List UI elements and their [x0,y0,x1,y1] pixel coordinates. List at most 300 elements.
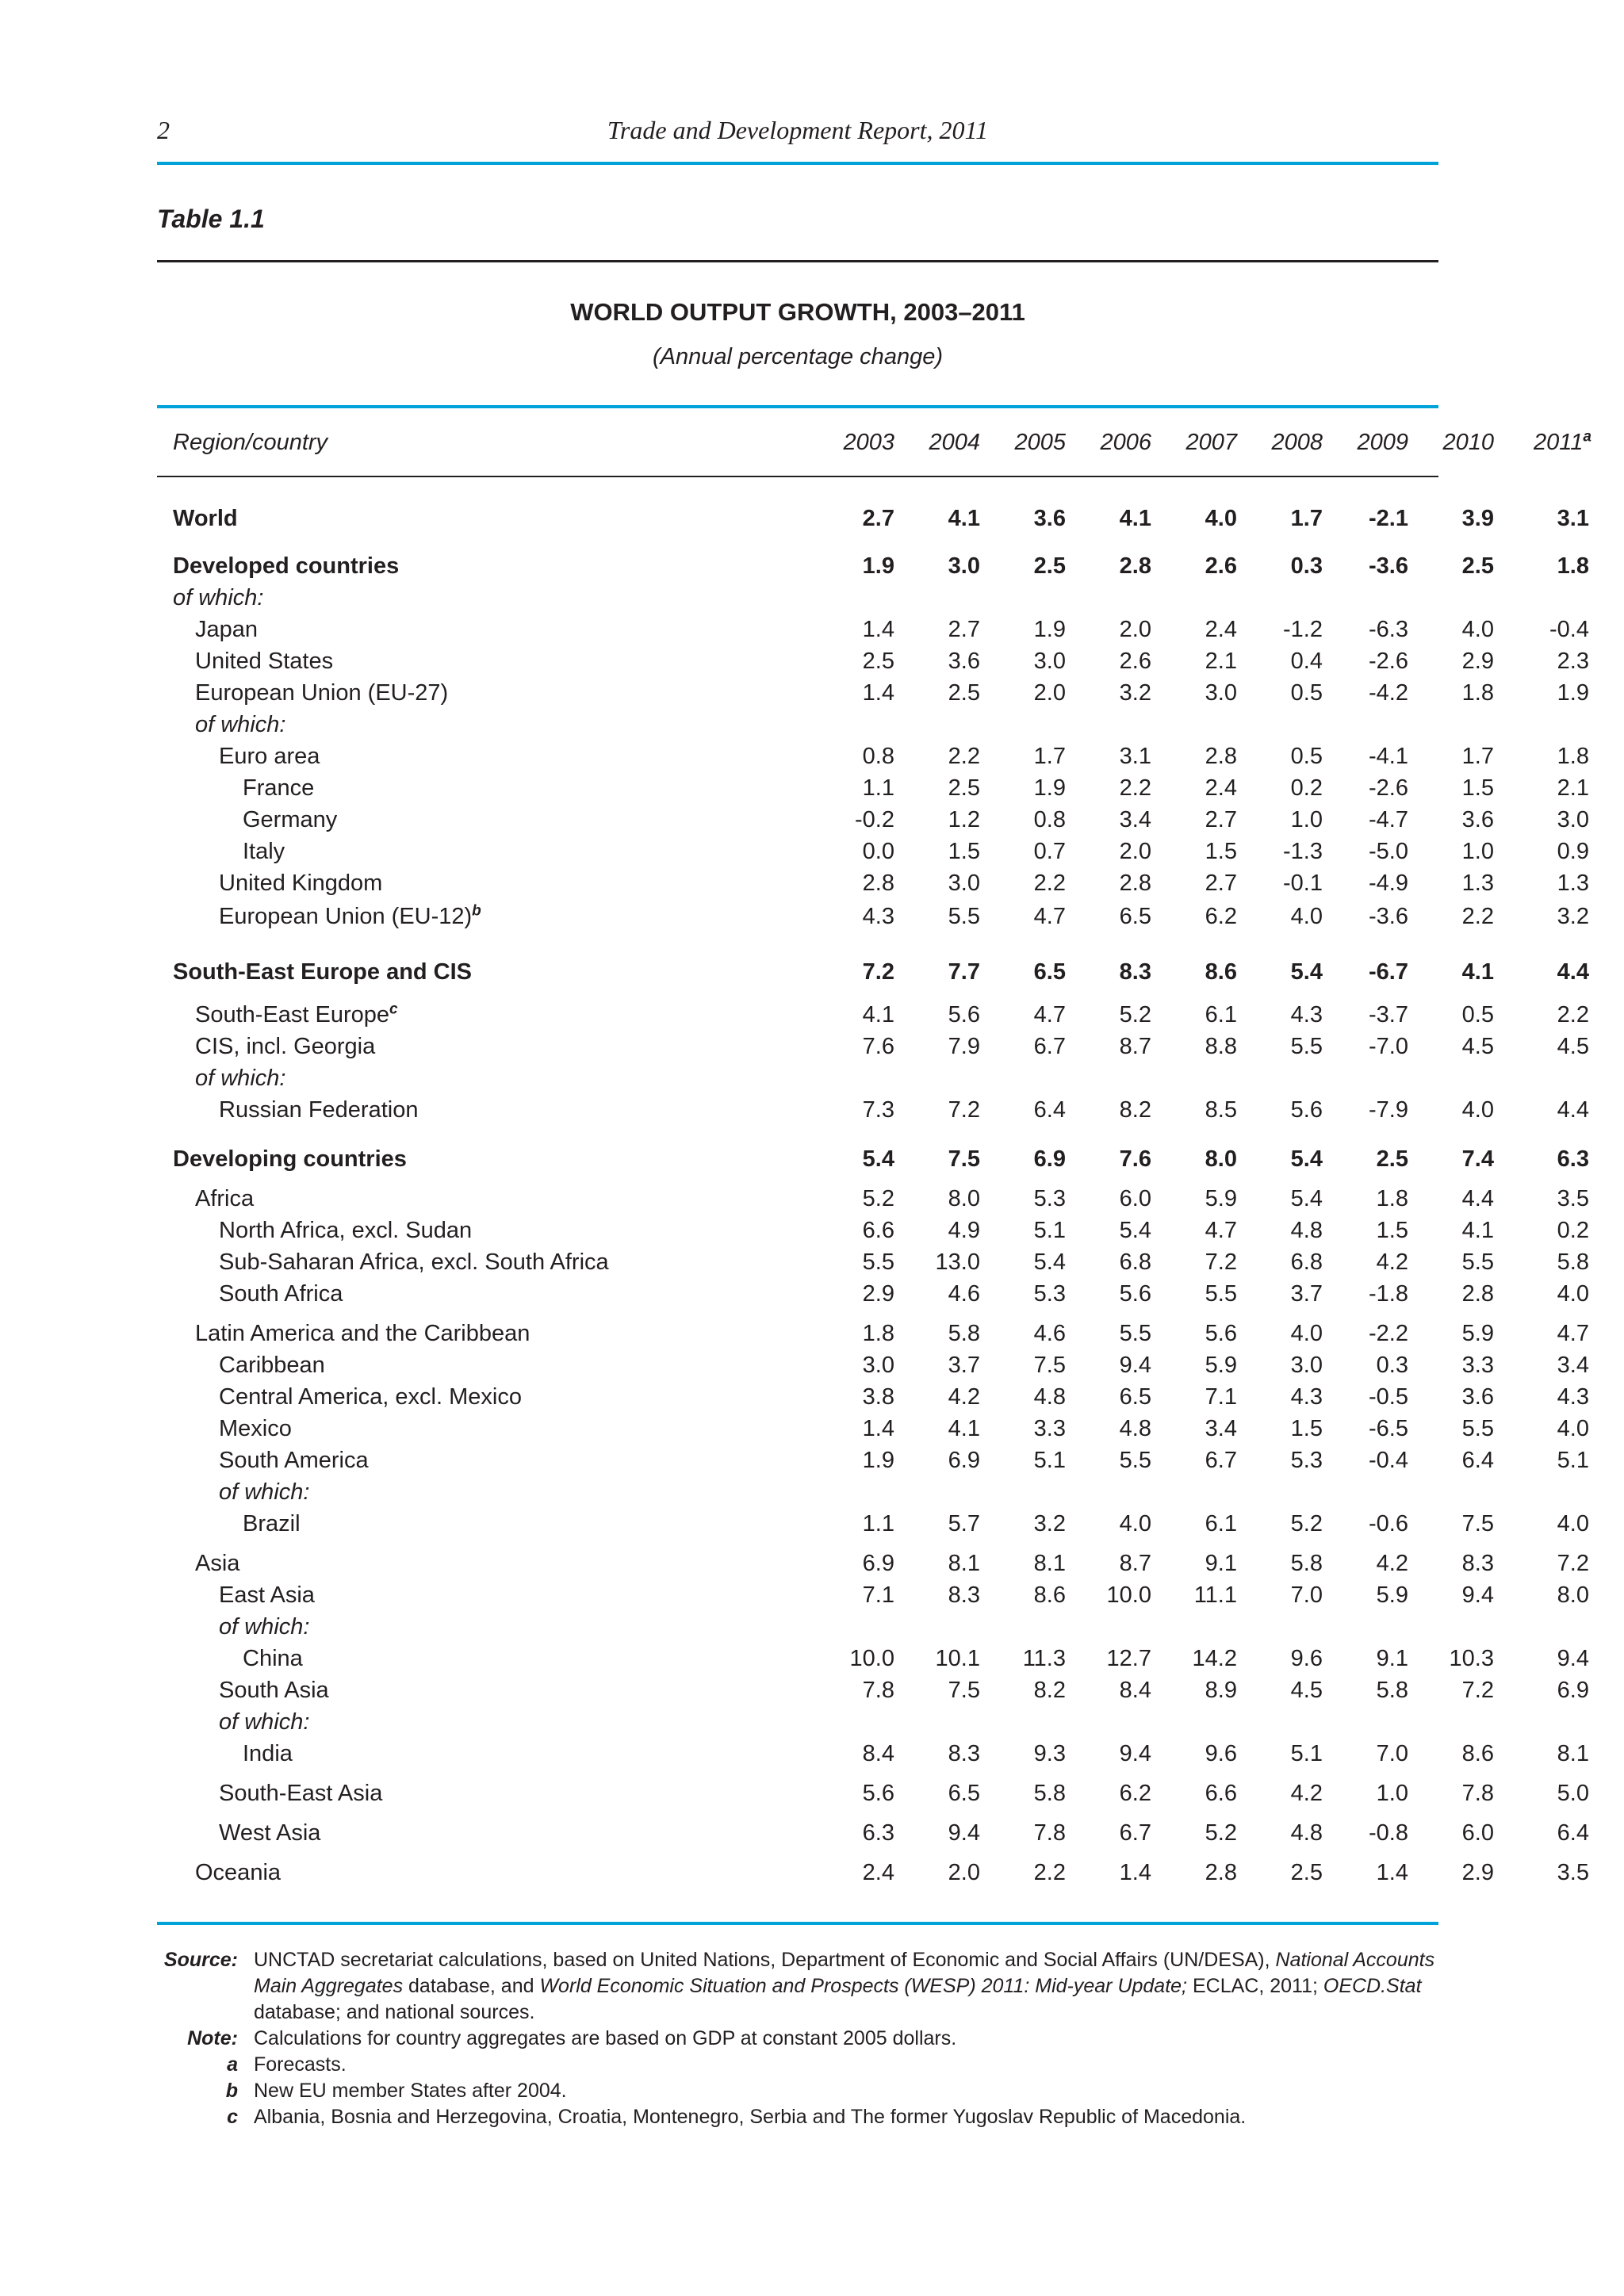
table-cell: 0.2 [1290,775,1323,801]
table-cell: 0.0 [862,839,894,864]
table-cell: 5.0 [1557,1781,1589,1806]
table-cell: 3.0 [1290,1353,1323,1378]
row-label: European Union $(EU-12)^b$ [219,902,481,929]
table-cell: 4.4 [1557,1097,1589,1123]
table-cell: 4.8 [1290,1218,1323,1243]
row-label: Developing countries [173,1146,407,1172]
table-cell: 9.4 [1119,1353,1151,1378]
row-label: of which: [219,1709,310,1735]
table-cell: 4.2 [1376,1249,1408,1275]
table-cell: 7.5 [948,1678,980,1703]
table-cell: 5.9 [1376,1582,1408,1608]
table-cell: -3.7 [1369,1002,1408,1027]
column-header-year: 2009 [1357,430,1408,455]
table-cell: 4.7 [1557,1321,1589,1346]
table-row [157,1551,1589,1582]
table-cell: 4.1 [862,1002,894,1027]
table-cell: 4.1 [1461,1218,1494,1243]
table-cell: 5.8 [1376,1678,1408,1703]
table-cell: 8.3 [948,1582,980,1608]
table-cell: 9.1 [1205,1551,1237,1576]
table-cell: 5.1 [1557,1448,1589,1473]
table-cell: 6.9 [948,1448,980,1473]
table-cell: -2.1 [1369,506,1408,531]
footnote-marker: b [472,902,481,920]
table-cell: -0.6 [1369,1511,1408,1536]
column-header-year: 2006 [1100,430,1151,455]
table-cell: 7.2 [1557,1551,1589,1576]
table-cell: 0.3 [1290,553,1323,579]
table-cell: 0.5 [1290,744,1323,769]
table-row [157,1448,1589,1479]
table-row [157,807,1589,839]
table-cell: -3.6 [1369,904,1408,929]
table-cell: 4.1 [948,506,980,531]
table-row [157,1353,1589,1384]
table-cell: 7.2 [948,1097,980,1123]
table-cell: 4.3 [1290,1384,1323,1410]
table-row [157,506,1589,538]
row-label: Oceania [195,1860,282,1885]
table-cell: 4.8 [1119,1416,1151,1441]
table-cell: 5.4 [1290,1146,1323,1172]
table-cell: -6.7 [1369,959,1408,985]
row-label: Russian Federation [219,1097,419,1123]
table-cell: 2.6 [1205,553,1237,579]
table-cell: 1.2 [948,807,980,832]
table-notes [157,1947,1438,2130]
table-cell: 3.4 [1205,1416,1237,1441]
table-cell: 4.0 [1290,1321,1323,1346]
row-label: West Asia [219,1820,321,1846]
row-label: of which: [173,585,264,610]
table-cell: 5.1 [1033,1448,1066,1473]
table-cell: 4.8 [1033,1384,1066,1410]
table-cell: 2.2 [1033,871,1066,896]
table-cell: 6.3 [1557,1146,1589,1172]
table-cell: 0.3 [1376,1353,1408,1378]
note-key: Note: [187,2027,238,2049]
table-cell: 8.9 [1205,1678,1237,1703]
table-cell: -4.7 [1369,807,1408,832]
table-cell: 6.6 [862,1218,894,1243]
table-cell: 5.5 [1290,1034,1323,1059]
table-row [157,1218,1589,1249]
table-cell: 2.2 [948,744,980,769]
column-header-year: 2011$^a$ [1534,428,1591,455]
table-cell: 5.3 [1033,1281,1066,1307]
table-cell: 6.7 [1033,1034,1066,1059]
table-cell: 5.2 [862,1186,894,1211]
table-cell: 8.3 [1461,1551,1494,1576]
column-header-year: 2003 [843,430,894,455]
table-cell: 5.5 [1461,1249,1494,1275]
table-cell: 10.1 [935,1646,980,1671]
table-cell: 4.0 [1461,617,1494,642]
table-cell: 8.5 [1205,1097,1237,1123]
table-cell: 2.4 [1205,617,1237,642]
table-cell: 7.8 [1461,1781,1494,1806]
row-label: CIS, incl. Georgia [195,1034,376,1059]
table-label: Table 1.1 [157,205,265,233]
table-row [157,1781,1589,1812]
row-label: Brazil [243,1511,301,1536]
table-cell: 4.1 [1461,959,1494,985]
table-cell: 5.7 [948,1511,980,1536]
table-cell: 4.3 [1290,1002,1323,1027]
table-cell: 5.8 [1290,1551,1323,1576]
table-cell: 4.8 [1290,1820,1323,1846]
table-cell: 1.4 [1376,1860,1408,1885]
table-cell: 5.3 [1290,1448,1323,1473]
table-cell: 3.7 [948,1353,980,1378]
table-cell: 1.7 [1290,506,1323,531]
table-cell: 2.0 [1119,617,1151,642]
table-cell: 7.7 [948,959,980,985]
table-cell: 4.0 [1557,1416,1589,1441]
table-cell: 2.4 [1205,775,1237,801]
row-label: European Union (EU-27) [195,680,449,706]
table-cell: 7.4 [1461,1146,1494,1172]
table-cell: 7.1 [1205,1384,1237,1410]
footnote-b-key: b [225,2080,238,2102]
table-cell: 1.4 [862,1416,894,1441]
table-cell: 5.5 [1119,1321,1151,1346]
table-cell: 2.5 [1461,553,1494,579]
table-cell: 1.9 [1033,617,1066,642]
table-cell: 4.2 [1290,1781,1323,1806]
source-note [157,1947,1438,2026]
page-number: 2 [157,116,170,144]
table-cell: 2.4 [862,1860,894,1885]
table-cell: 6.5 [948,1781,980,1806]
table-cell: 9.4 [1119,1741,1151,1766]
row-label: France [243,775,315,801]
method-note [157,2026,1438,2052]
footnote-c-key: c [227,2106,238,2128]
table-cell: 3.5 [1557,1860,1589,1885]
table-cell: 4.6 [1033,1321,1066,1346]
table-cell: 5.1 [1290,1741,1323,1766]
table-cell: 5.8 [1033,1781,1066,1806]
table-cell: 5.6 [1119,1281,1151,1307]
table-cell: -6.5 [1369,1416,1408,1441]
row-label: Italy [243,839,285,864]
row-label: Developed countries [173,553,400,579]
table-cell: 8.3 [1119,959,1151,985]
table-cell: 1.5 [1290,1416,1323,1441]
table-cell: 7.3 [862,1097,894,1123]
table-row [157,1416,1589,1448]
table-cell: 1.1 [862,1511,894,1536]
table-cell: 7.2 [1205,1249,1237,1275]
row-label: East Asia [219,1582,315,1608]
table-cell: 5.5 [862,1249,894,1275]
page-header [157,109,1438,160]
table-cell: 8.6 [1461,1741,1494,1766]
column-header-year: 2005 [1014,430,1066,455]
row-label: Euro area [219,744,320,769]
table-cell: 5.4 [1290,1186,1323,1211]
row-label: Africa [195,1186,255,1211]
table-cell: 6.9 [862,1551,894,1576]
table-row [157,1281,1589,1313]
table-title: WORLD OUTPUT GROWTH, 2003–2011 [570,298,1025,326]
table-head-rule [157,405,1438,408]
table-row [157,744,1589,775]
table-cell: 0.9 [1557,839,1589,864]
column-header-year: 2008 [1271,430,1323,455]
table-cell: -2.2 [1369,1321,1408,1346]
table-cell: -6.3 [1369,617,1408,642]
table-cell: 13.0 [935,1249,980,1275]
table-cell: 2.8 [862,871,894,896]
row-label: Germany [243,807,338,832]
table-cell: -7.0 [1369,1034,1408,1059]
table-cell: 8.7 [1119,1551,1151,1576]
table-cell: 2.8 [1461,1281,1494,1307]
table-cell: 2.7 [1205,807,1237,832]
table-cell: 8.1 [948,1551,980,1576]
table-row [157,1646,1589,1678]
table-row [157,1678,1589,1709]
table-cell: -4.2 [1369,680,1408,706]
column-header-row [157,428,1591,461]
table-cell: 2.5 [1376,1146,1408,1172]
table-cell: 3.9 [1461,506,1494,531]
footnote-marker: a [1583,428,1591,446]
table-cell: -1.3 [1283,839,1323,864]
table-cell: -0.1 [1283,871,1323,896]
table-subtitle: (Annual percentage change) [653,344,943,369]
table-cell: 11.1 [1193,1582,1237,1608]
table-row [157,1582,1589,1614]
table-cell: 4.7 [1205,1218,1237,1243]
table-cell: 6.5 [1119,1384,1151,1410]
row-label: South Asia [219,1678,329,1703]
table-cell: 1.9 [1557,680,1589,706]
table-cell: 1.9 [862,553,894,579]
source-text: UNCTAD secretariat calculations, based on United Nations, Department of Economic and Social Affairs (UN/DESA), National Accounts Main Aggregates database, and World Economic Situation and Prospects (WESP) 2011: Mid-year Update; ECLAC, 2011; OECD.Stat database; and national sources. [254,1949,1435,2023]
table-cell: 6.8 [1119,1249,1151,1275]
table-cell: 3.8 [862,1384,894,1410]
table-cell: 3.4 [1119,807,1151,832]
table-cell: 1.7 [1033,744,1066,769]
table-cell: 4.3 [1557,1384,1589,1410]
footnote-b [157,2078,1438,2104]
table-cell: -3.6 [1369,553,1408,579]
table-row [157,871,1589,902]
table-cell: 5.5 [1461,1416,1494,1441]
table-cell: 5.4 [1119,1218,1151,1243]
table-cell: 6.3 [862,1820,894,1846]
table-cell: 11.3 [1022,1646,1066,1671]
table-row [157,1511,1589,1543]
table-row [157,1249,1589,1281]
table-cell: 2.2 [1557,1002,1589,1027]
table-row [157,1034,1589,1066]
table-cell: 1.8 [1557,553,1589,579]
table-cell: -4.9 [1369,871,1408,896]
table-cell: 3.3 [1033,1416,1066,1441]
table-cell: 3.4 [1557,1353,1589,1378]
table-cell: -0.5 [1369,1384,1408,1410]
column-header-year: 2007 [1185,430,1237,455]
table-cell: 2.8 [1205,1860,1237,1885]
table-cell: -2.6 [1369,775,1408,801]
table-cell: 1.8 [1376,1186,1408,1211]
table-cell: 6.4 [1461,1448,1494,1473]
table-cell: -1.2 [1283,617,1323,642]
header-rule [157,162,1438,165]
table-cell: 0.2 [1557,1218,1589,1243]
table-cell: 3.6 [1461,1384,1494,1410]
table-row [157,1479,1438,1511]
table-cell: 4.0 [1461,1097,1494,1123]
row-label: United States [195,649,334,674]
table-row [157,1066,1438,1097]
table-cell: 5.6 [1290,1097,1323,1123]
table-cell: 2.5 [948,680,980,706]
table-cell: 4.4 [1557,959,1589,985]
table-cell: 10.0 [1106,1582,1151,1608]
table-cell: 8.4 [862,1741,894,1766]
table-cell: 9.6 [1290,1646,1323,1671]
table-cell: 6.5 [1033,959,1066,985]
row-label: Asia [195,1551,240,1576]
table-cell: 2.7 [862,506,894,531]
table-cell: 4.0 [1557,1281,1589,1307]
table-row [157,1709,1438,1741]
table-cell: 8.3 [948,1741,980,1766]
table-cell: 4.3 [862,904,894,929]
table-cell: 8.1 [1033,1551,1066,1576]
footnote-a-key: a [227,2053,238,2076]
row-label: South-East Europe$^c$ [195,1001,398,1027]
table-cell: 10.3 [1449,1646,1494,1671]
row-label: Japan [195,617,259,642]
table-cell: 5.9 [1205,1186,1237,1211]
table-cell: 6.2 [1119,1781,1151,1806]
table-row [157,585,1438,617]
table-cell: 5.4 [1290,959,1323,985]
table-cell: 6.9 [1557,1678,1589,1703]
table-cell: 8.8 [1205,1034,1237,1059]
table-row [157,1741,1589,1773]
table-cell: 3.7 [1290,1281,1323,1307]
source-key: Source: [163,1949,238,1971]
table-cell: 4.4 [1461,1186,1494,1211]
table-cell: 7.6 [862,1034,894,1059]
table-cell: 4.0 [1557,1511,1589,1536]
footnote-marker: c [389,1001,398,1018]
row-label: Latin America and the Caribbean [195,1321,530,1346]
table-cell: 9.4 [948,1820,980,1846]
table-cell: 1.1 [862,775,894,801]
table-cell: 7.0 [1290,1582,1323,1608]
table-cell: 8.0 [1205,1146,1237,1172]
table-cell: 2.7 [948,617,980,642]
table-cell: 7.5 [1461,1511,1494,1536]
row-label: United Kingdom [219,871,383,896]
table-cell: 5.2 [1290,1511,1323,1536]
table-cell: 0.8 [1033,807,1066,832]
table-cell: 8.0 [1557,1582,1589,1608]
row-label: of which: [195,1066,286,1091]
table-cell: 6.2 [1205,904,1237,929]
table-cell: 1.4 [862,617,894,642]
table-cell: 2.5 [862,649,894,674]
table-cell: 3.5 [1557,1186,1589,1211]
running-title: Trade and Development Report, 2011 [607,116,989,144]
table-cell: 6.4 [1033,1097,1066,1123]
table-bottom-rule [157,1922,1438,1925]
table-cell: 0.8 [862,744,894,769]
table-cell: 5.8 [1557,1249,1589,1275]
table-row [157,553,1589,585]
row-label: Central America, excl. Mexico [219,1384,522,1410]
table-cell: 5.6 [948,1002,980,1027]
table-cell: 3.1 [1119,744,1151,769]
table-cell: 6.1 [1205,1002,1237,1027]
table-cell: 5.4 [1033,1249,1066,1275]
table-cell: 2.1 [1205,649,1237,674]
row-label: China [243,1646,303,1671]
table-cell: 7.9 [948,1034,980,1059]
table-cell: 0.5 [1290,680,1323,706]
table-cell: 8.1 [1557,1741,1589,1766]
table-cell: 2.9 [1461,1860,1494,1885]
table-cell: 5.4 [862,1146,894,1172]
table-cell: -7.9 [1369,1097,1408,1123]
table-cell: 4.2 [948,1384,980,1410]
table-cell: 2.1 [1557,775,1589,801]
table-cell: 2.9 [1461,649,1494,674]
row-label: of which: [219,1614,310,1640]
table-cell: 6.4 [1557,1820,1589,1846]
table-cell: 2.5 [948,775,980,801]
footnote-c-text: Albania, Bosnia and Herzegovina, Croatia, Montenegro, Serbia and The former Yugoslav Republic of Macedonia. [254,2106,1247,2128]
table-cell: 2.2 [1033,1860,1066,1885]
table-cell: 2.7 [1205,871,1237,896]
table-cell: 2.8 [1119,553,1151,579]
table-cell: 1.8 [1557,744,1589,769]
table-cell: 4.6 [948,1281,980,1307]
table-cell: 7.8 [1033,1820,1066,1846]
table-cell: 1.5 [1376,1218,1408,1243]
table-cell: 4.0 [1119,1511,1151,1536]
table-cell: 4.7 [1033,904,1066,929]
table-cell: 0.4 [1290,649,1323,674]
table-cell: 7.1 [862,1582,894,1608]
table-cell: 4.2 [1376,1551,1408,1576]
table-cell: 2.9 [862,1281,894,1307]
table-cell: 5.5 [1119,1448,1151,1473]
table-cell: 4.0 [1205,506,1237,531]
table-row [157,902,1589,936]
table-cell: 4.5 [1461,1034,1494,1059]
table-cell: 8.7 [1119,1034,1151,1059]
table-cell: 3.2 [1033,1511,1066,1536]
table-cell: 12.7 [1106,1646,1151,1671]
table-cell: 2.0 [1033,680,1066,706]
table-cell: 3.6 [948,649,980,674]
table-cell: 3.6 [1033,506,1066,531]
table-cell: 8.0 [948,1186,980,1211]
table-cell: 3.0 [1205,680,1237,706]
table-cell: 9.6 [1205,1741,1237,1766]
footnote-c [157,2104,1438,2130]
